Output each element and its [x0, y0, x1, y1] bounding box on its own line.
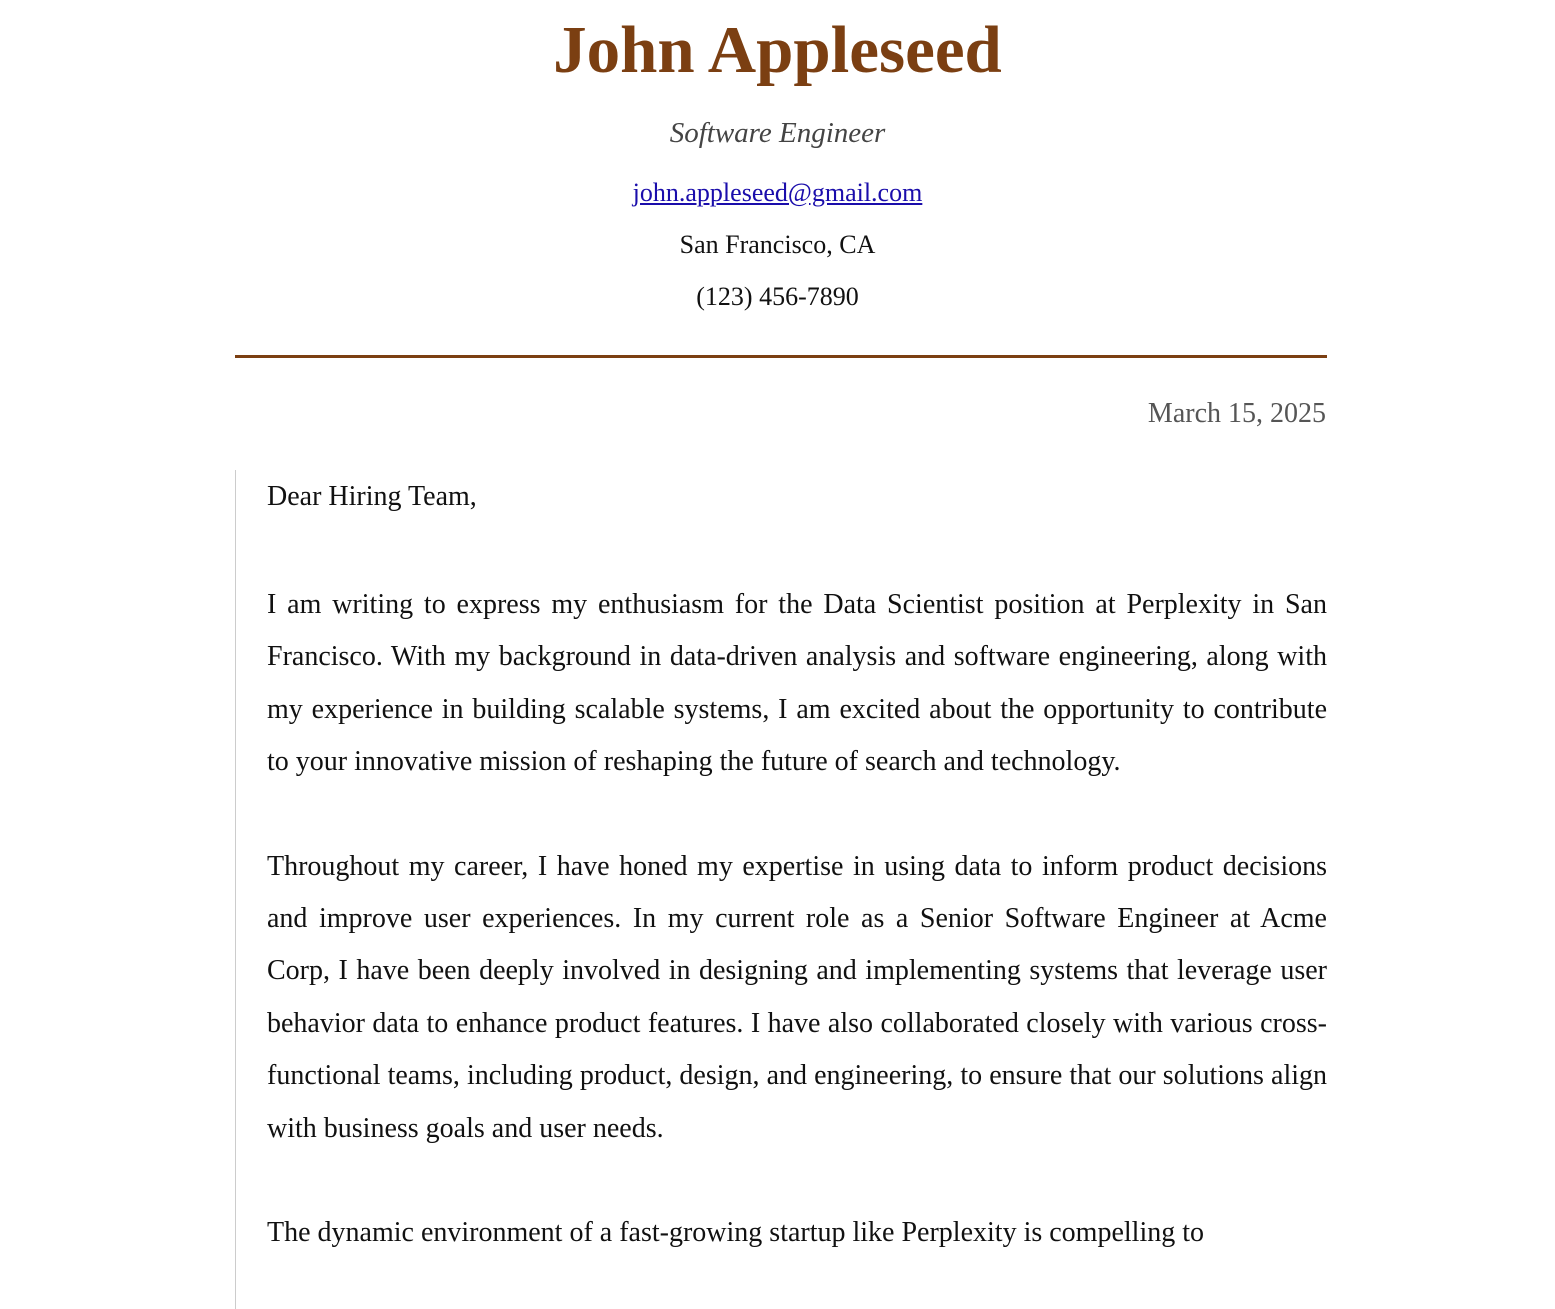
header-divider — [235, 355, 1327, 358]
letter-date: March 15, 2025 — [1147, 398, 1326, 429]
applicant-name: John Appleseed — [553, 13, 1002, 87]
letter-header — [0, 0, 1555, 323]
contact-info — [0, 167, 1555, 323]
paragraph-3: The dynamic environment of a fast-growing startup like Perplexity is compelling to — [267, 1217, 1205, 1249]
location-text: San Francisco, CA — [679, 230, 876, 259]
applicant-title: Software Engineer — [669, 117, 886, 149]
paragraph-1: I am writing to express my enthusiasm for the Data Scientist position at Perplexity in San Francisco. With my background in data-driven analysis and software engineering, along with my experience in building scalable systems, I am excited about the opportunity to contribute to your innovative mission of reshaping the future of search and technology. — [267, 589, 1327, 778]
salutation: Dear Hiring Team, — [267, 481, 477, 512]
email-link[interactable]: john.appleseed@gmail.com — [632, 178, 923, 207]
paragraph-2: Throughout my career, I have honed my expertise in using data to inform product decisions and improve user experiences. In my current role as a Senior Software Engineer at Acme Corp, I have been deeply involved in designing and implementing systems that leverage user behavior data to enhance product features. I have also collaborated closely with various cross-functional teams, including product, design, and engineering, to ensure that our solutions align with business goals and user needs. — [267, 850, 1327, 1144]
email-line — [0, 167, 1555, 219]
letter-body — [235, 470, 1327, 1309]
phone-text: (123) 456-7890 — [696, 282, 859, 311]
